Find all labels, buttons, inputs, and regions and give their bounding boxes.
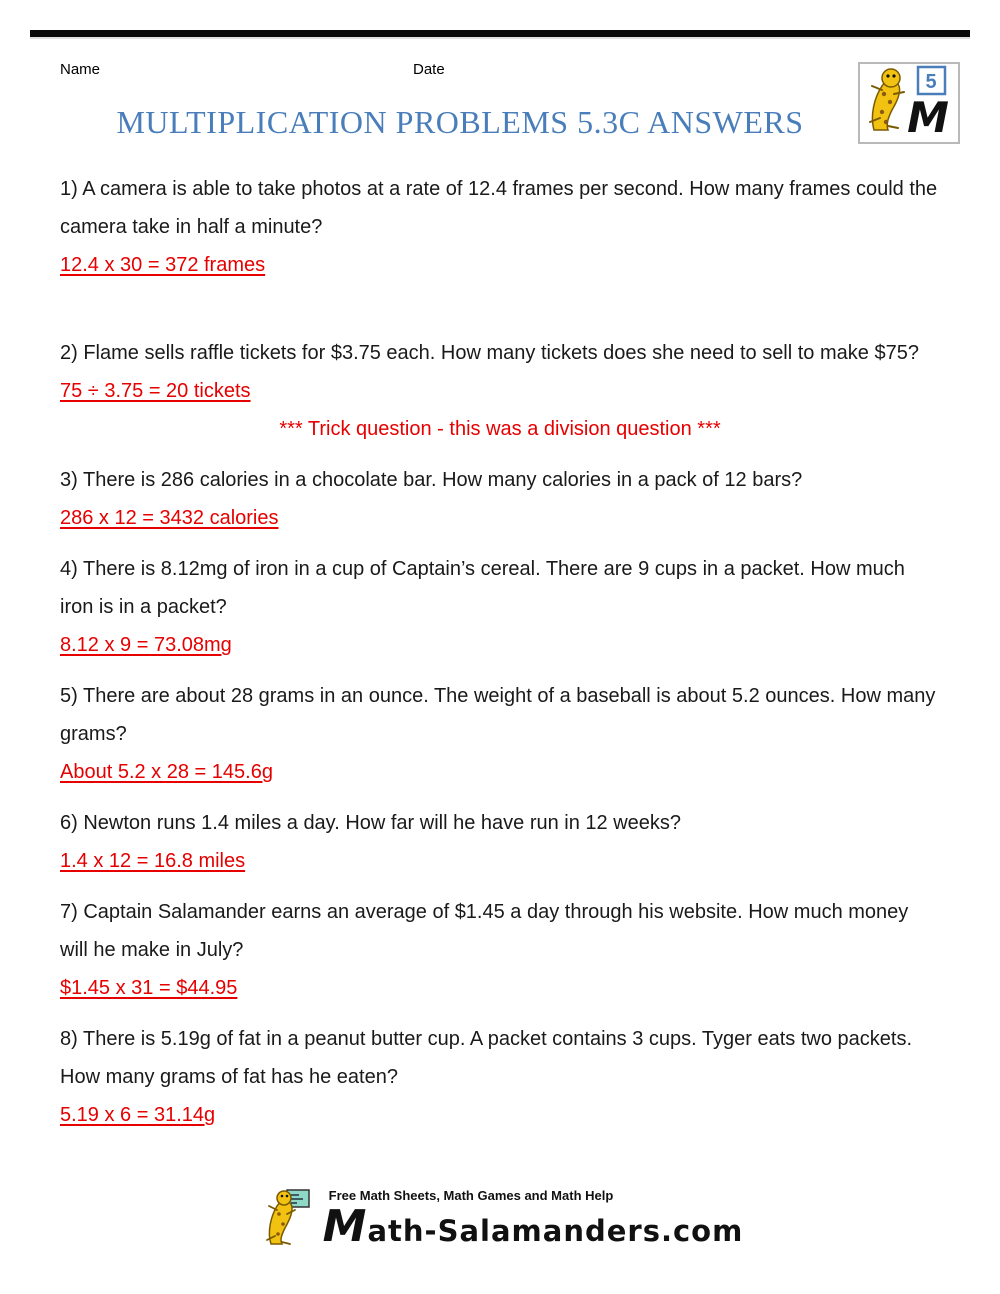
problem-5 — [60, 677, 940, 791]
answer-text: 5.19 x 6 = 31.14g — [60, 1104, 216, 1126]
problem-2 — [60, 334, 940, 448]
problem-6 — [60, 804, 940, 880]
problems-list — [60, 170, 940, 1147]
answer-text: 8.12 x 9 = 73.08mg — [60, 634, 232, 656]
footer-text-block — [322, 1187, 744, 1252]
site-name: Math-Salamanders.com — [322, 1200, 744, 1252]
top-divider-bar — [30, 30, 970, 37]
problem-text: 8) There is 5.19g of fat in a peanut butter cup. A packet contains 3 cups. Tyger eats two packets. How many grams of fat has he eaten? — [60, 1028, 913, 1088]
name-date-row — [60, 61, 940, 81]
problem-text: 5) There are about 28 grams in an ounce. The weight of a baseball is about 5.2 ounces. How many grams? — [60, 685, 936, 745]
footer-salamander-icon — [257, 1186, 321, 1250]
answer-text: 286 x 12 = 3432 calories — [60, 507, 279, 529]
problem-7 — [60, 893, 940, 1007]
answer-text: 12.4 x 30 = 372 frames — [60, 254, 266, 276]
grade-badge-number: 5 — [925, 71, 937, 93]
problem-text: 2) Flame sells raffle tickets for $3.75 each. How many tickets does she need to sell to make $75? — [60, 342, 919, 364]
page-title: MULTIPLICATION PROBLEMS 5.3C ANSWERS — [116, 104, 804, 140]
answer-text: 1.4 x 12 = 16.8 miles — [60, 850, 246, 872]
brand-m-letter: M — [907, 93, 949, 138]
problem-1 — [60, 170, 940, 284]
name-label: Name — [60, 61, 101, 78]
date-label: Date — [413, 61, 445, 78]
problem-text: 3) There is 286 calories in a chocolate bar. How many calories in a pack of 12 bars? — [60, 469, 803, 491]
trick-question-note: *** Trick question - this was a division question *** — [279, 418, 721, 440]
problem-text: 4) There is 8.12mg of iron in a cup of Captain’s cereal. There are 9 cups in a packet. How much iron is in a packet? — [60, 558, 905, 618]
problem-8 — [60, 1020, 940, 1134]
answer-text: 75 ÷ 3.75 = 20 tickets — [60, 380, 251, 402]
problem-text: 6) Newton runs 1.4 miles a day. How far will he have run in 12 weeks? — [60, 812, 682, 834]
footer-branding — [0, 1186, 1000, 1250]
problem-text: 1) A camera is able to take photos at a rate of 12.4 frames per second. How many frames could the camera take in half a minute? — [60, 178, 938, 238]
answer-text: About 5.2 x 28 = 145.6g — [60, 761, 273, 783]
problem-4 — [60, 550, 940, 664]
footer-tagline: Free Math Sheets, Math Games and Math Help — [328, 1187, 614, 1203]
problem-3 — [60, 461, 940, 537]
problem-text: 7) Captain Salamander earns an average of $1.45 a day through his website. How much money will he make in July? — [60, 901, 909, 961]
answer-text: $1.45 x 31 = $44.95 — [60, 977, 238, 999]
